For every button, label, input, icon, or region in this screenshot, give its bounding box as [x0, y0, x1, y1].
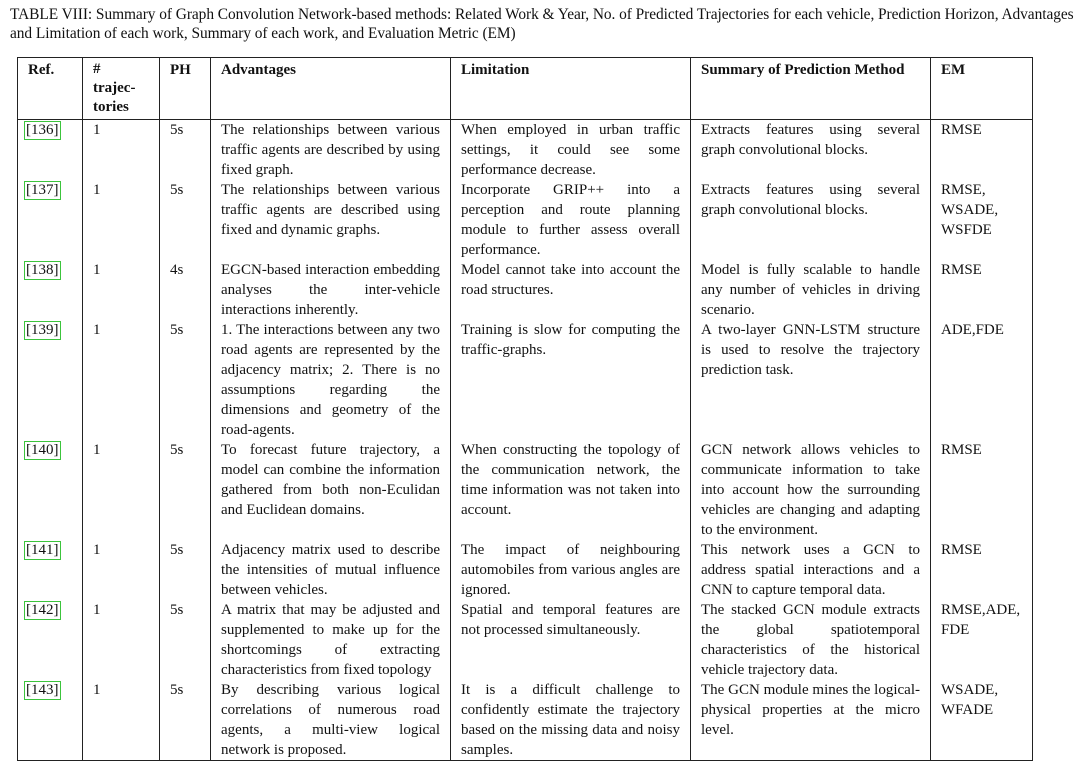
header-advantages: Advantages [211, 58, 451, 120]
advantages-cell: 1. The interactions between any two road agents are represented by the adjacency matrix; 2. There is no assumptions regarding the dimensions and geometry of the road-agents. [211, 320, 451, 440]
header-ph: PH [160, 58, 211, 120]
trajectories-cell: 1 [83, 320, 160, 440]
ref-cell [18, 120, 83, 181]
table-caption: TABLE VIII: Summary of Graph Convolution Network-based methods: Related Work & Year, No. of Predicted Trajectories for each vehicle, Prediction Horizon, Advantages and Limitation of each work, Summary of each work, and Evaluation Metric (EM) [10, 6, 1074, 42]
table-row [18, 680, 1033, 761]
ph-cell: 4s [160, 260, 211, 320]
citation-link[interactable]: [136] [26, 122, 59, 138]
header-em: EM [931, 58, 1033, 120]
em-cell: RMSE,ADE, FDE [931, 600, 1033, 680]
summary-cell: A two-layer GNN-LSTM structure is used to resolve the trajectory prediction task. [691, 320, 931, 440]
summary-cell: Extracts features using several graph convolutional blocks. [691, 120, 931, 181]
summary-cell: This network uses a GCN to address spatial interactions and a CNN to capture temporal data. [691, 540, 931, 600]
em-cell: RMSE [931, 440, 1033, 540]
limitation-cell: It is a difficult challenge to confidently estimate the trajectory based on the missing data and noisy samples. [451, 680, 691, 761]
ph-cell: 5s [160, 440, 211, 540]
em-cell: ADE,FDE [931, 320, 1033, 440]
ph-cell: 5s [160, 320, 211, 440]
ref-cell [18, 540, 83, 600]
table-row [18, 440, 1033, 540]
limitation-cell: When employed in urban traffic settings, it could see some performance decrease. [451, 120, 691, 181]
header-trajectories-line1: # [93, 61, 101, 77]
header-trajectories [83, 58, 160, 120]
limitation-cell: Incorporate GRIP++ into a perception and route planning module to further assess overall performance. [451, 180, 691, 260]
table-row [18, 260, 1033, 320]
trajectories-cell: 1 [83, 600, 160, 680]
limitation-cell: Model cannot take into account the road structures. [451, 260, 691, 320]
header-trajectories-line2: trajec- [93, 80, 136, 96]
em-cell: RMSE, WSADE, WSFDE [931, 180, 1033, 260]
advantages-cell: Adjacency matrix used to describe the intensities of mutual influence between vehicles. [211, 540, 451, 600]
table-header-row [18, 58, 1033, 120]
citation-link[interactable]: [137] [26, 182, 59, 198]
em-cell: RMSE [931, 540, 1033, 600]
citation-link[interactable]: [139] [26, 322, 59, 338]
em-cell: RMSE [931, 120, 1033, 181]
ph-cell: 5s [160, 180, 211, 260]
ph-cell: 5s [160, 600, 211, 680]
ph-cell: 5s [160, 540, 211, 600]
citation-link[interactable]: [143] [26, 682, 59, 698]
summary-cell: Model is fully scalable to handle any number of vehicles in driving scenario. [691, 260, 931, 320]
advantages-cell: A matrix that may be adjusted and supplemented to make up for the shortcomings of extracting characteristics from fixed topology [211, 600, 451, 680]
ref-cell [18, 680, 83, 761]
header-trajectories-line3: tories [93, 99, 129, 115]
table-row [18, 540, 1033, 600]
ref-cell [18, 320, 83, 440]
summary-cell: The GCN module mines the logical-physical properties at the micro level. [691, 680, 931, 761]
advantages-cell: EGCN-based interaction embedding analyses the inter-vehicle interactions inherently. [211, 260, 451, 320]
header-limitation: Limitation [451, 58, 691, 120]
trajectories-cell: 1 [83, 540, 160, 600]
table-row [18, 180, 1033, 260]
advantages-cell: To forecast future trajectory, a model can combine the information gathered from both non-Eculidan and Euclidean domains. [211, 440, 451, 540]
ref-cell [18, 260, 83, 320]
advantages-cell: By describing various logical correlations of numerous road agents, a multi-view logical network is proposed. [211, 680, 451, 761]
limitation-cell: When constructing the topology of the communication network, the time information was not taken into account. [451, 440, 691, 540]
table-row [18, 320, 1033, 440]
trajectories-cell: 1 [83, 680, 160, 761]
table-row [18, 600, 1033, 680]
summary-cell: Extracts features using several graph convolutional blocks. [691, 180, 931, 260]
citation-link[interactable]: [140] [26, 442, 59, 458]
summary-cell: GCN network allows vehicles to communicate information to take into account how the surrounding vehicles are changing and adapting to the environment. [691, 440, 931, 540]
ref-cell [18, 440, 83, 540]
trajectories-cell: 1 [83, 180, 160, 260]
trajectories-cell: 1 [83, 120, 160, 181]
header-ref: Ref. [18, 58, 83, 120]
em-cell: WSADE, WFADE [931, 680, 1033, 761]
limitation-cell: The impact of neighbouring automobiles from various angles are ignored. [451, 540, 691, 600]
ref-cell [18, 600, 83, 680]
trajectories-cell: 1 [83, 260, 160, 320]
citation-link[interactable]: [142] [26, 602, 59, 618]
ph-cell: 5s [160, 120, 211, 181]
advantages-cell: The relationships between various traffic agents are described using fixed and dynamic graphs. [211, 180, 451, 260]
citation-link[interactable]: [141] [26, 542, 59, 558]
em-cell: RMSE [931, 260, 1033, 320]
citation-link[interactable]: [138] [26, 262, 59, 278]
table-row [18, 120, 1033, 181]
summary-cell: The stacked GCN module extracts the global spatiotemporal characteristics of the historical vehicle trajectory data. [691, 600, 931, 680]
limitation-cell: Training is slow for computing the traffic-graphs. [451, 320, 691, 440]
ph-cell: 5s [160, 680, 211, 761]
advantages-cell: The relationships between various traffic agents are described by using fixed graph. [211, 120, 451, 181]
trajectories-cell: 1 [83, 440, 160, 540]
ref-cell [18, 180, 83, 260]
header-summary: Summary of Prediction Method [691, 58, 931, 120]
limitation-cell: Spatial and temporal features are not processed simultaneously. [451, 600, 691, 680]
gcn-methods-table [17, 57, 1033, 761]
